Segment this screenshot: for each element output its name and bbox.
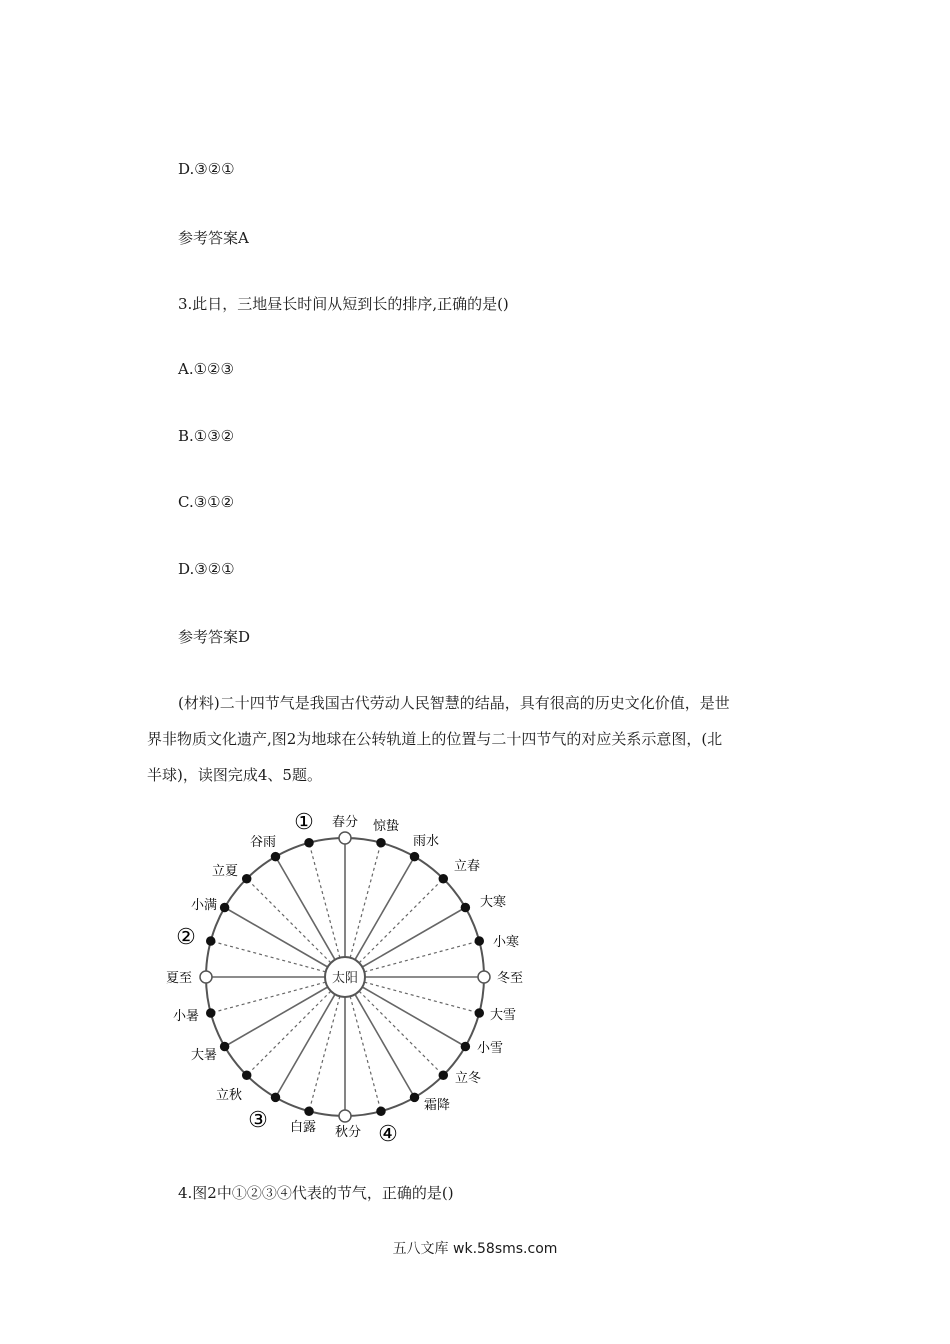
label-yushui: 雨水 — [412, 834, 440, 849]
q3-stem: 3.此日，三地昼长时间从短到长的排序,正确的是() — [178, 295, 509, 313]
label-daxue: 大雪 — [489, 1008, 517, 1023]
material-line-2: 界非物质文化遗产,图2为地球在公转轨道上的位置与二十四节气的对应关系示意图，(北 — [147, 730, 723, 748]
orbit-dot — [305, 1107, 313, 1115]
label-dongzhi: 冬至 — [496, 971, 524, 986]
orbit-spoke — [225, 908, 328, 968]
label-dahan: 大寒 — [479, 895, 507, 910]
q4-stem: 4.图2中①②③④代表的节气，正确的是() — [178, 1184, 454, 1202]
label-xiaoxue: 小雪 — [476, 1041, 504, 1056]
orbit-spoke — [225, 987, 328, 1047]
orbit-dot — [411, 853, 419, 861]
orbit-dot-hollow — [478, 971, 490, 983]
orbit-dot — [475, 937, 483, 945]
orbit-spoke — [362, 987, 465, 1047]
orbit-spoke — [247, 991, 331, 1075]
material-line-3: 半球)，读图完成4、5题。 — [147, 766, 322, 784]
material-line-1: (材料)二十四节气是我国古代劳动人民智慧的结晶，具有很高的历史文化价值，是世 — [178, 694, 730, 712]
q3-answer: 参考答案D — [178, 628, 251, 646]
orbit-spoke — [276, 994, 336, 1097]
label-xiaoshu: 小暑 — [172, 1009, 200, 1024]
orbit-dot — [243, 1071, 251, 1079]
q3-option-c: C.③①② — [178, 493, 235, 511]
sun-label: 太阳 — [331, 971, 359, 986]
orbit-dot — [221, 1043, 229, 1051]
label-lixia: 立夏 — [211, 864, 239, 879]
orbit-dot — [221, 904, 229, 912]
solar-terms-diagram — [146, 797, 536, 1157]
orbit-spoke — [359, 879, 443, 963]
label-xiazhi: 夏至 — [165, 971, 193, 986]
label-xiaoman: 小满 — [190, 898, 218, 913]
q2-option-d: D.③②① — [178, 160, 235, 178]
orbit-spoke — [355, 994, 415, 1097]
q2-answer: 参考答案A — [178, 229, 249, 247]
orbit-dot — [439, 1071, 447, 1079]
orbit-dot — [272, 1093, 280, 1101]
orbit-dot — [377, 1107, 385, 1115]
orbit-dot — [439, 875, 447, 883]
orbit-dot — [461, 1043, 469, 1051]
label-xiaohan: 小寒 — [492, 935, 520, 950]
label-chunfen: 春分 — [331, 815, 359, 830]
marker-2: ② — [176, 925, 196, 950]
orbit-spoke — [276, 857, 336, 960]
orbit-spoke — [247, 879, 331, 963]
label-guyu: 谷雨 — [249, 835, 277, 850]
orbit-spoke — [359, 991, 443, 1075]
orbit-dot-hollow — [339, 832, 351, 844]
orbit-dot — [377, 839, 385, 847]
q3-option-a: A.①②③ — [178, 360, 234, 378]
marker-4: ④ — [378, 1122, 398, 1147]
orbit-dot-hollow — [339, 1110, 351, 1122]
marker-3: ③ — [248, 1108, 268, 1133]
orbit-dot — [475, 1009, 483, 1017]
label-lichun: 立春 — [453, 859, 481, 874]
label-qiufen: 秋分 — [334, 1125, 362, 1140]
marker-1: ① — [294, 810, 314, 835]
orbit-dot — [207, 1009, 215, 1017]
label-shuangjiang: 霜降 — [423, 1098, 451, 1113]
orbit-dot — [411, 1093, 419, 1101]
orbit-dot — [207, 937, 215, 945]
orbit-spoke — [362, 908, 465, 968]
orbit-dot — [461, 904, 469, 912]
orbit-dot — [243, 875, 251, 883]
label-liqiu: 立秋 — [215, 1088, 243, 1103]
label-lidong: 立冬 — [454, 1071, 482, 1086]
footer-watermark: 五八文库 wk.58sms.com — [392, 1241, 558, 1257]
label-dashu: 大暑 — [190, 1048, 218, 1063]
label-bailu: 白露 — [289, 1120, 317, 1135]
q3-option-d: D.③②① — [178, 560, 235, 578]
orbit-dot-hollow — [200, 971, 212, 983]
label-jingzhe: 惊蛰 — [372, 819, 400, 834]
orbit-spoke — [355, 857, 415, 960]
orbit-dot — [272, 853, 280, 861]
q3-option-b: B.①③② — [178, 427, 235, 445]
orbit-dot — [305, 839, 313, 847]
